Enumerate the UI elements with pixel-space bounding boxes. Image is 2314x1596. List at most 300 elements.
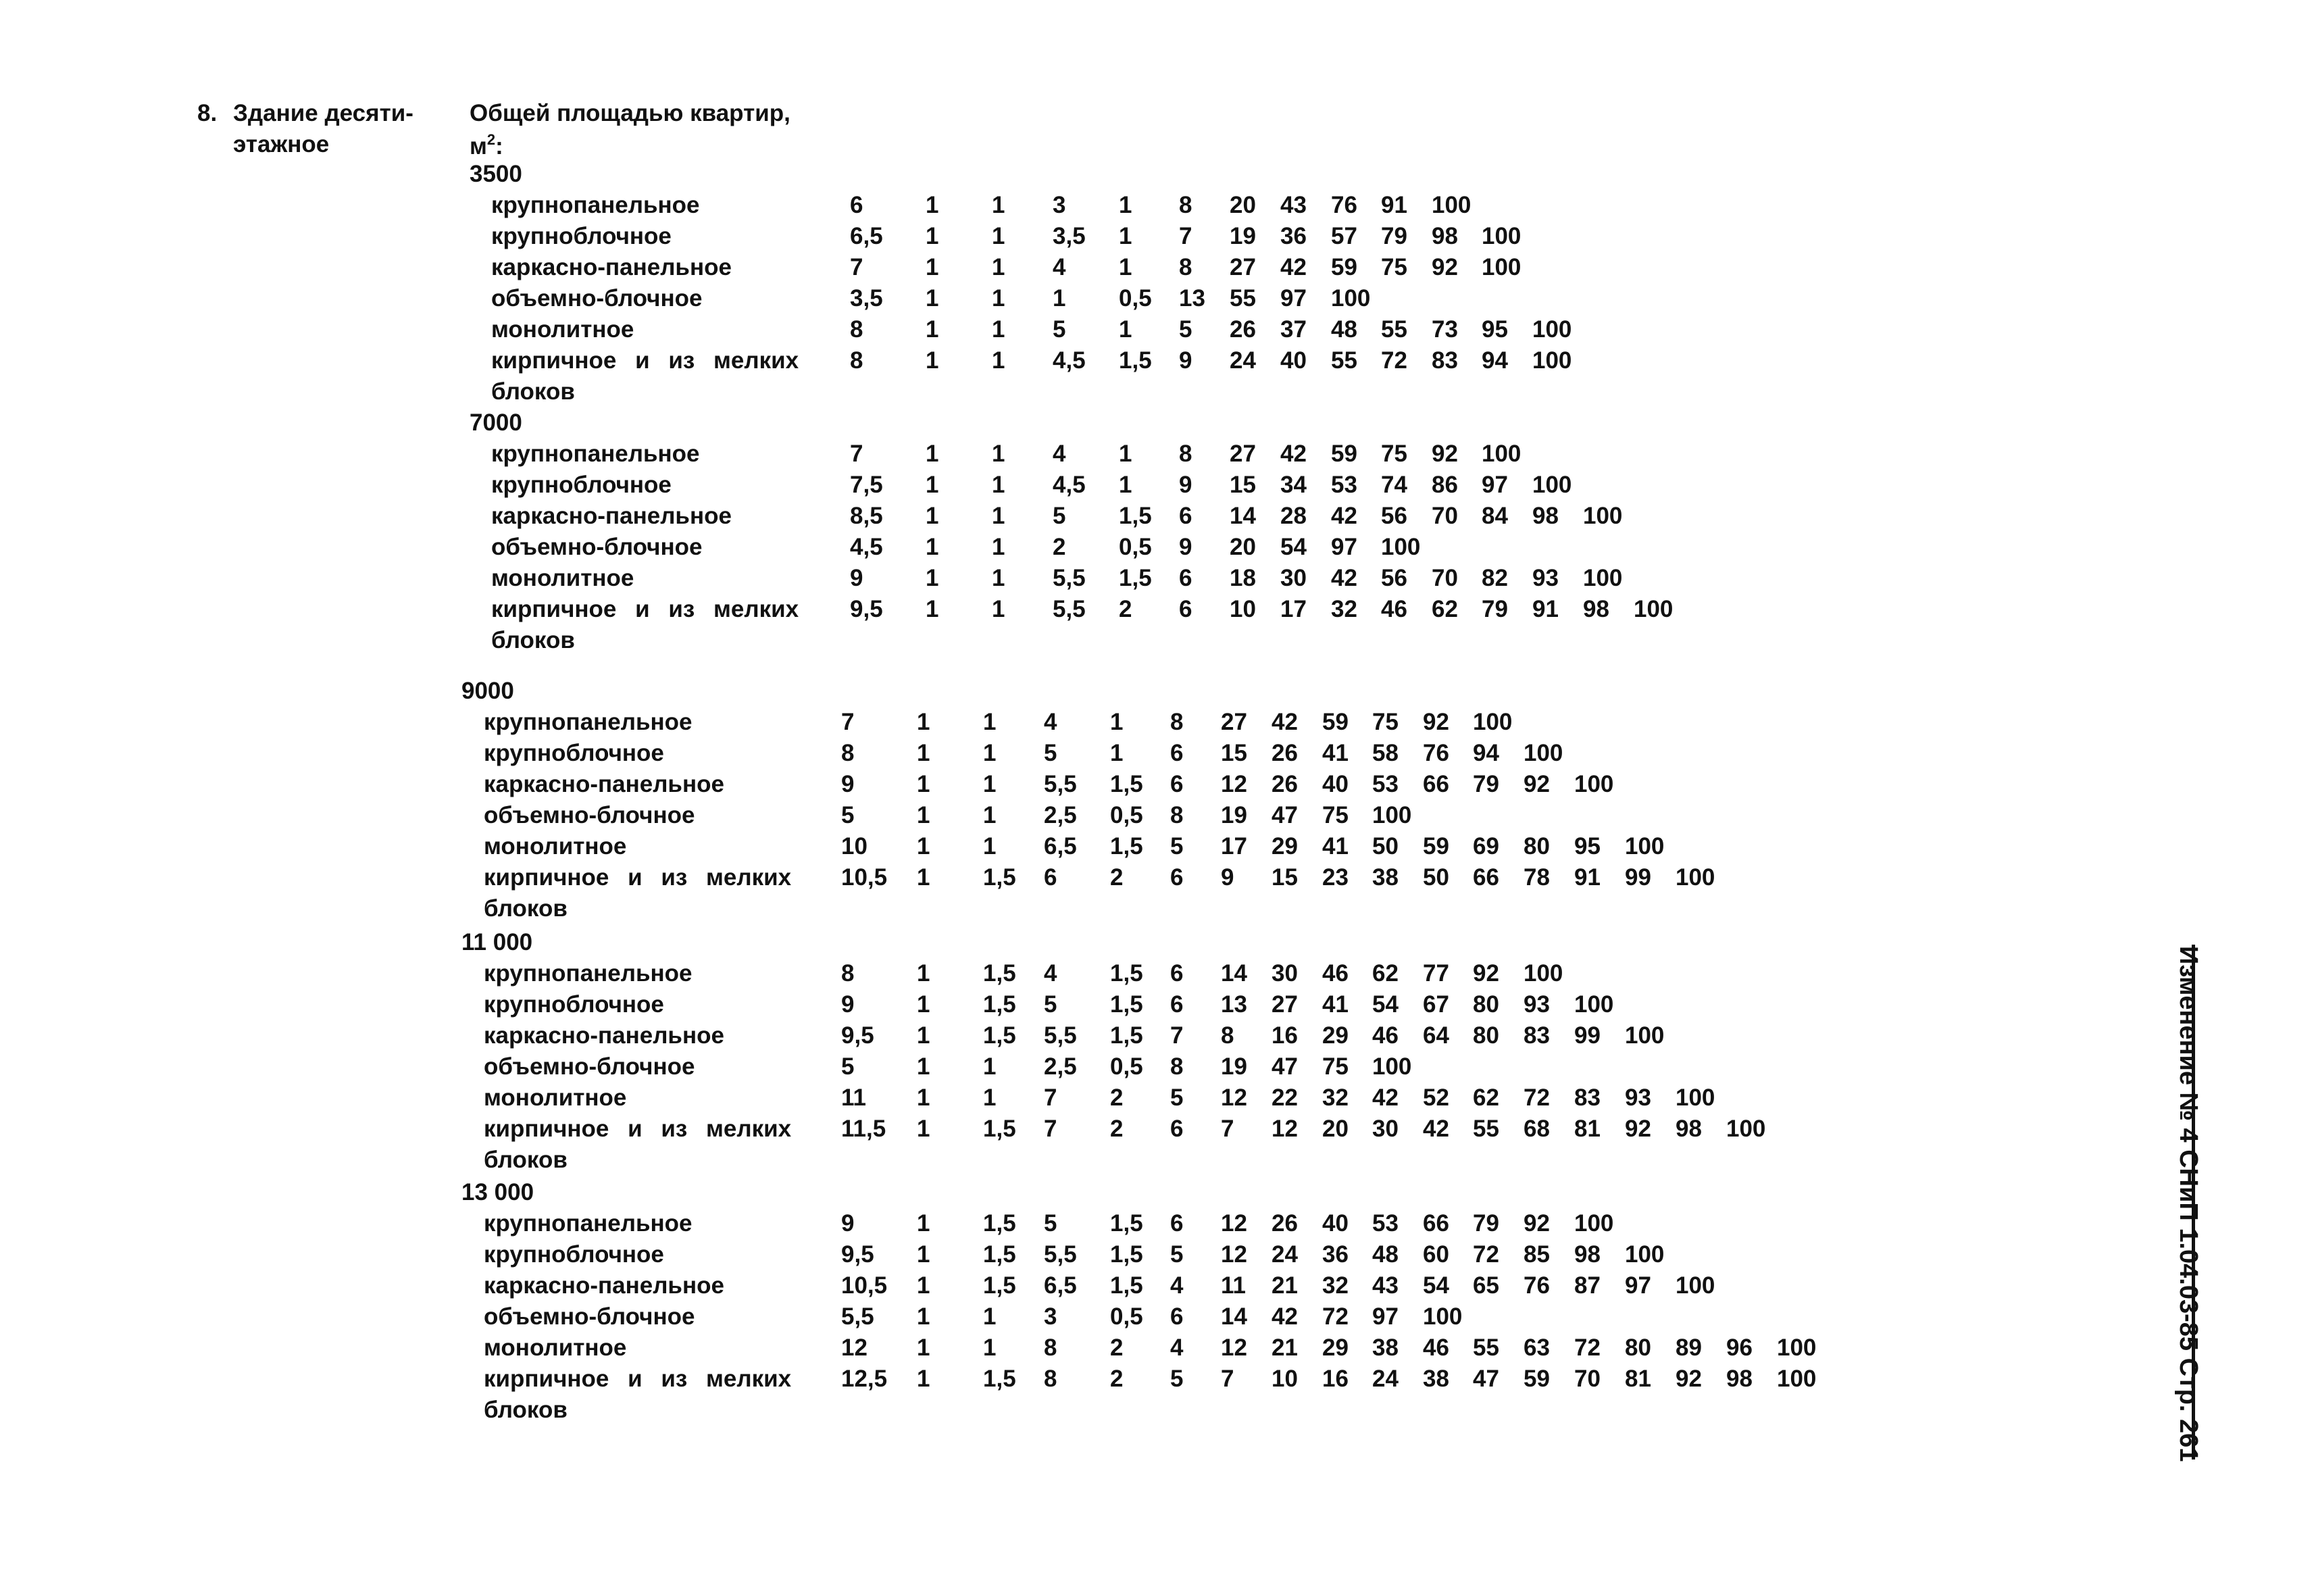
row-value: 0,5 xyxy=(1119,534,1152,560)
row-value: 1 xyxy=(1119,441,1132,467)
row-value: 57 xyxy=(1331,223,1357,249)
row-value: 9 xyxy=(841,1210,855,1237)
row-value: 26 xyxy=(1230,316,1256,343)
row-value: 73 xyxy=(1432,316,1458,343)
row-value: 1 xyxy=(917,1116,930,1142)
row-value: 24 xyxy=(1230,347,1256,374)
row-value: 1 xyxy=(917,1084,930,1111)
row-value: 5 xyxy=(1170,1241,1184,1268)
row-value: 1 xyxy=(992,565,1005,591)
row-value: 5 xyxy=(1170,1366,1184,1392)
row-label: крупноблочное xyxy=(491,472,672,498)
row-value: 86 xyxy=(1432,472,1458,498)
row-value: 5 xyxy=(1044,991,1057,1018)
row-value: 1,5 xyxy=(1110,1272,1143,1299)
row-value: 7 xyxy=(1221,1116,1234,1142)
area-heading: 9000 xyxy=(461,678,514,704)
row-value: 7 xyxy=(1170,1022,1184,1049)
row-value: 8 xyxy=(1179,441,1192,467)
row-value: 2 xyxy=(1119,596,1132,622)
row-value: 62 xyxy=(1473,1084,1499,1111)
row-value: 6 xyxy=(850,192,863,218)
row-value: 100 xyxy=(1726,1116,1766,1142)
row-value: 13 xyxy=(1179,285,1205,311)
row-value: 52 xyxy=(1423,1084,1449,1111)
row-value: 42 xyxy=(1272,1303,1298,1330)
row-value: 98 xyxy=(1726,1366,1753,1392)
row-value: 1 xyxy=(983,1053,997,1080)
row-value: 10 xyxy=(841,833,867,859)
row-value: 11,5 xyxy=(841,1116,886,1142)
row-value: 6,5 xyxy=(1044,1272,1077,1299)
row-value: 54 xyxy=(1423,1272,1449,1299)
row-value: 42 xyxy=(1331,565,1357,591)
row-value: 9,5 xyxy=(841,1022,874,1049)
row-value: 91 xyxy=(1574,864,1601,891)
row-value: 6 xyxy=(1179,596,1192,622)
row-value: 68 xyxy=(1524,1116,1550,1142)
row-label: объемно-блочное xyxy=(491,534,703,560)
row-label: каркасно-панельное xyxy=(491,254,732,280)
row-value: 1 xyxy=(992,254,1005,280)
area-heading: 13 000 xyxy=(461,1179,534,1205)
row-value: 1 xyxy=(917,1335,930,1361)
row-value: 76 xyxy=(1331,192,1357,218)
row-value: 5 xyxy=(1179,316,1192,343)
row-value: 8 xyxy=(850,316,863,343)
row-value: 83 xyxy=(1524,1022,1550,1049)
row-value: 62 xyxy=(1432,596,1458,622)
area-heading: 7000 xyxy=(470,409,522,436)
row-value: 2,5 xyxy=(1044,802,1077,828)
row-value: 12 xyxy=(1221,1241,1247,1268)
row-value: 47 xyxy=(1272,802,1298,828)
row-value: 6 xyxy=(1170,1303,1184,1330)
row-value: 38 xyxy=(1423,1366,1449,1392)
row-value: 100 xyxy=(1473,709,1513,735)
row-value: 97 xyxy=(1625,1272,1651,1299)
row-value: 1 xyxy=(917,1022,930,1049)
row-value: 92 xyxy=(1423,709,1449,735)
row-value: 1,5 xyxy=(983,960,1016,987)
row-value: 1,5 xyxy=(983,864,1016,891)
row-value: 97 xyxy=(1280,285,1307,311)
row-value: 12 xyxy=(1221,771,1247,797)
row-label: крупнопанельное xyxy=(484,1210,693,1237)
row-value: 100 xyxy=(1625,1022,1665,1049)
row-value: 5 xyxy=(1044,1210,1057,1237)
row-value: 100 xyxy=(1625,1241,1665,1268)
row-value: 17 xyxy=(1221,833,1247,859)
row-value: 6 xyxy=(1179,503,1192,529)
row-value: 10,5 xyxy=(841,1272,888,1299)
row-value: 43 xyxy=(1280,192,1307,218)
row-value: 75 xyxy=(1381,441,1407,467)
row-value: 0,5 xyxy=(1110,1053,1143,1080)
row-value: 16 xyxy=(1272,1022,1298,1049)
row-value: 7 xyxy=(1179,223,1192,249)
row-value: 6 xyxy=(1179,565,1192,591)
row-value: 98 xyxy=(1676,1116,1702,1142)
row-value: 1 xyxy=(917,1210,930,1237)
row-value: 16 xyxy=(1322,1366,1349,1392)
row-value: 36 xyxy=(1322,1241,1349,1268)
row-value: 1 xyxy=(926,472,939,498)
row-value: 1 xyxy=(917,991,930,1018)
row-value: 2 xyxy=(1110,864,1124,891)
row-value: 6 xyxy=(1170,1116,1184,1142)
row-value: 24 xyxy=(1272,1241,1298,1268)
row-value: 40 xyxy=(1280,347,1307,374)
row-value: 6 xyxy=(1170,991,1184,1018)
row-value: 1,5 xyxy=(983,1116,1016,1142)
row-value: 46 xyxy=(1423,1335,1449,1361)
row-value: 4,5 xyxy=(850,534,883,560)
row-value: 19 xyxy=(1221,1053,1247,1080)
row-value: 1 xyxy=(917,1053,930,1080)
row-label-continuation: блоков xyxy=(484,1397,568,1423)
row-value: 1 xyxy=(1119,472,1132,498)
row-label: объемно-блочное xyxy=(484,1303,695,1330)
row-value: 30 xyxy=(1272,960,1298,987)
row-value: 59 xyxy=(1322,709,1349,735)
row-value: 43 xyxy=(1372,1272,1399,1299)
row-value: 22 xyxy=(1272,1084,1298,1111)
row-value: 59 xyxy=(1331,254,1357,280)
row-value: 32 xyxy=(1322,1084,1349,1111)
row-value: 66 xyxy=(1473,864,1499,891)
row-value: 92 xyxy=(1676,1366,1702,1392)
row-value: 12 xyxy=(1221,1084,1247,1111)
row-value: 2 xyxy=(1110,1116,1124,1142)
row-label: монолитное xyxy=(491,565,634,591)
row-value: 91 xyxy=(1381,192,1407,218)
row-value: 1 xyxy=(926,534,939,560)
row-value: 7 xyxy=(850,254,863,280)
row-value: 38 xyxy=(1372,1335,1399,1361)
row-value: 100 xyxy=(1331,285,1371,311)
row-value: 12 xyxy=(841,1335,867,1361)
row-value: 59 xyxy=(1423,833,1449,859)
row-label: кирпичное и из мелких xyxy=(484,864,792,891)
row-value: 42 xyxy=(1280,441,1307,467)
row-value: 9 xyxy=(850,565,863,591)
row-value: 83 xyxy=(1432,347,1458,374)
row-value: 6 xyxy=(1170,1210,1184,1237)
row-value: 82 xyxy=(1482,565,1508,591)
row-label-continuation: блоков xyxy=(491,627,575,653)
row-value: 4 xyxy=(1044,709,1057,735)
row-label-continuation: блоков xyxy=(484,895,568,922)
row-value: 1 xyxy=(917,771,930,797)
row-value: 99 xyxy=(1574,1022,1601,1049)
row-value: 1,5 xyxy=(1110,1210,1143,1237)
row-value: 75 xyxy=(1322,1053,1349,1080)
row-value: 70 xyxy=(1574,1366,1601,1392)
row-value: 100 xyxy=(1583,565,1623,591)
row-value: 79 xyxy=(1473,1210,1499,1237)
row-value: 1 xyxy=(917,1272,930,1299)
row-value: 80 xyxy=(1625,1335,1651,1361)
row-value: 100 xyxy=(1777,1366,1817,1392)
row-value: 1,5 xyxy=(983,1241,1016,1268)
row-value: 4 xyxy=(1170,1272,1184,1299)
row-value: 27 xyxy=(1221,709,1247,735)
row-value: 5 xyxy=(1044,740,1057,766)
row-value: 10,5 xyxy=(841,864,888,891)
row-value: 66 xyxy=(1423,1210,1449,1237)
row-value: 80 xyxy=(1524,833,1550,859)
row-value: 1 xyxy=(983,1084,997,1111)
row-value: 92 xyxy=(1524,1210,1550,1237)
row-value: 59 xyxy=(1524,1366,1550,1392)
row-label: монолитное xyxy=(491,316,634,343)
row-value: 41 xyxy=(1322,991,1349,1018)
row-value: 100 xyxy=(1532,347,1572,374)
row-value: 6 xyxy=(1170,960,1184,987)
row-value: 29 xyxy=(1272,833,1298,859)
row-value: 24 xyxy=(1372,1366,1399,1392)
row-value: 97 xyxy=(1372,1303,1399,1330)
row-value: 100 xyxy=(1524,740,1563,766)
row-value: 1 xyxy=(1119,192,1132,218)
row-value: 40 xyxy=(1322,771,1349,797)
row-label: крупнопанельное xyxy=(491,441,700,467)
row-value: 18 xyxy=(1230,565,1256,591)
row-value: 92 xyxy=(1625,1116,1651,1142)
row-label: кирпичное и из мелких xyxy=(491,347,799,374)
row-value: 5,5 xyxy=(1053,565,1086,591)
row-value: 4,5 xyxy=(1053,472,1086,498)
row-label-continuation: блоков xyxy=(484,1147,568,1173)
row-value: 97 xyxy=(1482,472,1508,498)
row-value: 9 xyxy=(1221,864,1234,891)
row-value: 5 xyxy=(1170,1084,1184,1111)
row-value: 3,5 xyxy=(1053,223,1086,249)
row-value: 9 xyxy=(841,991,855,1018)
row-value: 14 xyxy=(1230,503,1256,529)
row-value: 92 xyxy=(1473,960,1499,987)
row-value: 83 xyxy=(1574,1084,1601,1111)
item-number: 8. xyxy=(197,100,218,126)
row-value: 0,5 xyxy=(1110,1303,1143,1330)
row-value: 1 xyxy=(983,802,997,828)
row-value: 2 xyxy=(1110,1366,1124,1392)
row-value: 1 xyxy=(992,192,1005,218)
row-value: 1 xyxy=(1053,285,1066,311)
row-value: 78 xyxy=(1524,864,1550,891)
row-label: крупноблочное xyxy=(484,991,664,1018)
row-value: 26 xyxy=(1272,1210,1298,1237)
row-value: 1 xyxy=(917,1366,930,1392)
row-value: 1 xyxy=(1110,740,1124,766)
row-value: 34 xyxy=(1280,472,1307,498)
row-value: 7,5 xyxy=(850,472,883,498)
row-value: 76 xyxy=(1524,1272,1550,1299)
row-value: 67 xyxy=(1423,991,1449,1018)
row-value: 6 xyxy=(1044,864,1057,891)
row-value: 98 xyxy=(1574,1241,1601,1268)
row-value: 9,5 xyxy=(850,596,883,622)
row-value: 47 xyxy=(1272,1053,1298,1080)
row-value: 1 xyxy=(926,565,939,591)
row-value: 2,5 xyxy=(1044,1053,1077,1080)
row-value: 1 xyxy=(917,709,930,735)
row-value: 42 xyxy=(1423,1116,1449,1142)
row-label: крупнопанельное xyxy=(484,960,693,987)
row-value: 14 xyxy=(1221,960,1247,987)
row-value: 95 xyxy=(1482,316,1508,343)
row-value: 1 xyxy=(983,1303,997,1330)
row-value: 100 xyxy=(1532,472,1572,498)
row-value: 72 xyxy=(1524,1084,1550,1111)
row-value: 100 xyxy=(1574,991,1614,1018)
row-value: 98 xyxy=(1532,503,1559,529)
row-value: 11 xyxy=(1221,1272,1246,1299)
row-value: 100 xyxy=(1676,1084,1715,1111)
row-value: 1 xyxy=(1119,223,1132,249)
row-value: 8 xyxy=(1179,192,1192,218)
row-value: 1 xyxy=(992,316,1005,343)
row-value: 1,5 xyxy=(1119,503,1152,529)
row-value: 1 xyxy=(917,802,930,828)
row-value: 100 xyxy=(1574,771,1614,797)
row-value: 1 xyxy=(926,254,939,280)
row-value: 70 xyxy=(1432,503,1458,529)
row-value: 1,5 xyxy=(1110,833,1143,859)
row-value: 91 xyxy=(1532,596,1559,622)
row-value: 100 xyxy=(1676,1272,1715,1299)
row-value: 85 xyxy=(1524,1241,1550,1268)
row-value: 15 xyxy=(1230,472,1256,498)
row-value: 8 xyxy=(1179,254,1192,280)
row-value: 1 xyxy=(917,1303,930,1330)
row-value: 1 xyxy=(992,472,1005,498)
row-value: 32 xyxy=(1331,596,1357,622)
row-value: 48 xyxy=(1331,316,1357,343)
row-value: 5 xyxy=(1053,316,1066,343)
row-label: кирпичное и из мелких xyxy=(484,1366,792,1392)
row-value: 1,5 xyxy=(1110,991,1143,1018)
row-value: 3 xyxy=(1044,1303,1057,1330)
row-value: 1 xyxy=(992,534,1005,560)
row-label: крупнопанельное xyxy=(484,709,693,735)
row-value: 6 xyxy=(1170,771,1184,797)
row-value: 4 xyxy=(1170,1335,1184,1361)
row-value: 13 xyxy=(1221,991,1247,1018)
row-value: 8 xyxy=(841,960,855,987)
row-value: 92 xyxy=(1432,254,1458,280)
row-value: 100 xyxy=(1777,1335,1817,1361)
row-value: 99 xyxy=(1625,864,1651,891)
row-value: 12,5 xyxy=(841,1366,888,1392)
row-value: 4,5 xyxy=(1053,347,1086,374)
row-label: монолитное xyxy=(484,833,627,859)
row-value: 2 xyxy=(1110,1084,1124,1111)
row-value: 21 xyxy=(1272,1272,1298,1299)
row-value: 5,5 xyxy=(1053,596,1086,622)
row-value: 20 xyxy=(1230,534,1256,560)
row-value: 10 xyxy=(1272,1366,1298,1392)
row-value: 15 xyxy=(1272,864,1298,891)
row-value: 27 xyxy=(1272,991,1298,1018)
row-value: 79 xyxy=(1473,771,1499,797)
row-value: 100 xyxy=(1423,1303,1463,1330)
row-value: 75 xyxy=(1322,802,1349,828)
row-value: 26 xyxy=(1272,740,1298,766)
row-value: 26 xyxy=(1272,771,1298,797)
row-value: 93 xyxy=(1524,991,1550,1018)
section-heading: Общей площадью квартир, xyxy=(470,100,790,126)
row-value: 7 xyxy=(841,709,855,735)
row-value: 19 xyxy=(1221,802,1247,828)
row-value: 100 xyxy=(1676,864,1715,891)
row-value: 7 xyxy=(1221,1366,1234,1392)
row-value: 1 xyxy=(917,740,930,766)
row-value: 75 xyxy=(1372,709,1399,735)
row-value: 1,5 xyxy=(983,1366,1016,1392)
row-label: каркасно-панельное xyxy=(491,503,732,529)
row-value: 42 xyxy=(1372,1084,1399,1111)
item-title-line1: Здание десяти- xyxy=(233,100,413,126)
row-value: 46 xyxy=(1381,596,1407,622)
row-value: 1,5 xyxy=(983,991,1016,1018)
row-value: 55 xyxy=(1473,1335,1499,1361)
row-value: 1 xyxy=(983,709,997,735)
row-value: 4 xyxy=(1044,960,1057,987)
row-value: 5 xyxy=(1053,503,1066,529)
row-value: 70 xyxy=(1432,565,1458,591)
row-value: 59 xyxy=(1331,441,1357,467)
row-value: 5,5 xyxy=(1044,1022,1077,1049)
item-title-line2: этажное xyxy=(233,131,330,157)
row-value: 9,5 xyxy=(841,1241,874,1268)
row-label: каркасно-панельное xyxy=(484,1022,724,1049)
row-value: 100 xyxy=(1381,534,1421,560)
row-value: 40 xyxy=(1322,1210,1349,1237)
row-value: 1 xyxy=(926,316,939,343)
row-value: 28 xyxy=(1280,503,1307,529)
row-value: 100 xyxy=(1574,1210,1614,1237)
row-value: 8 xyxy=(1170,802,1184,828)
row-value: 96 xyxy=(1726,1335,1753,1361)
row-value: 1,5 xyxy=(983,1272,1016,1299)
row-value: 8,5 xyxy=(850,503,883,529)
row-value: 89 xyxy=(1676,1335,1702,1361)
row-value: 9 xyxy=(1179,347,1192,374)
row-value: 53 xyxy=(1372,1210,1399,1237)
row-value: 0,5 xyxy=(1110,802,1143,828)
row-value: 15 xyxy=(1221,740,1247,766)
row-value: 8 xyxy=(1170,1053,1184,1080)
row-value: 93 xyxy=(1625,1084,1651,1111)
row-value: 100 xyxy=(1372,802,1412,828)
row-value: 72 xyxy=(1473,1241,1499,1268)
row-value: 5,5 xyxy=(841,1303,874,1330)
row-value: 1 xyxy=(1119,316,1132,343)
row-value: 100 xyxy=(1583,503,1623,529)
row-value: 1 xyxy=(926,285,939,311)
row-value: 8 xyxy=(1044,1335,1057,1361)
row-value: 30 xyxy=(1280,565,1307,591)
row-value: 29 xyxy=(1322,1022,1349,1049)
row-value: 17 xyxy=(1280,596,1307,622)
row-value: 1 xyxy=(926,223,939,249)
row-value: 6,5 xyxy=(850,223,883,249)
row-value: 95 xyxy=(1574,833,1601,859)
row-value: 41 xyxy=(1322,833,1349,859)
row-label: объемно-блочное xyxy=(484,802,695,828)
